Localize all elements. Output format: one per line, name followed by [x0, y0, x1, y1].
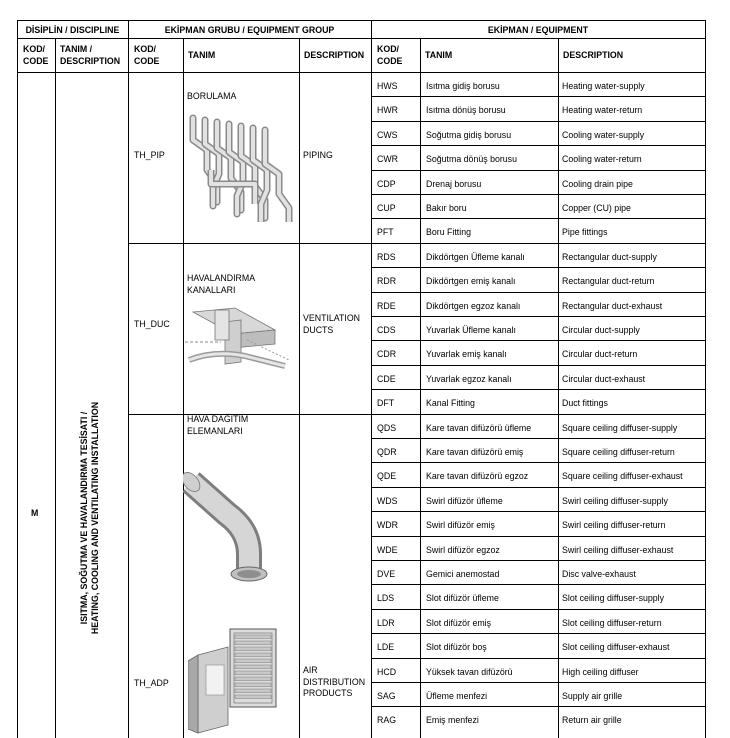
item-tanim: Isıtma dönüş borusu: [426, 105, 506, 116]
col-line: [299, 38, 300, 738]
item-description: Circular duct-exhaust: [562, 373, 646, 384]
item-code: CWR: [377, 154, 399, 165]
item-row-divider: [371, 96, 706, 97]
group-divider: [128, 243, 706, 244]
discipline-name-vertical: [79, 298, 105, 738]
item-code: RDE: [377, 300, 396, 311]
group-tanim: HAVALANDIRMA: [187, 273, 256, 283]
item-tanim: Kanal Fitting: [426, 398, 475, 409]
item-tanim: Swirl difüzör emiş: [426, 520, 495, 531]
item-row-divider: [371, 682, 706, 683]
item-code: DVE: [377, 569, 396, 579]
item-code: CWS: [377, 129, 398, 140]
group-tanim: ELEMANLARI: [187, 425, 243, 436]
item-code: WDS: [377, 495, 398, 506]
discipline-header: DİSİPLİN / DISCIPLINE: [25, 25, 120, 35]
item-tanim: Emiş menfezi: [426, 715, 479, 726]
item-description: Return air grille: [562, 715, 622, 726]
item-description: Duct fittings: [562, 398, 608, 409]
item-description: Circular duct-supply: [562, 325, 640, 335]
item-tanim: Slot difüzör emiş: [426, 617, 492, 628]
item-row-divider: [371, 609, 706, 610]
item-description: Swirl ceiling diffuser-exhaust: [562, 544, 674, 555]
col-line: [183, 38, 184, 738]
item-description: Square ceiling diffuser-return: [562, 447, 675, 457]
group-description: PIPING: [303, 150, 333, 160]
kod-label: KOD/: [377, 44, 399, 54]
group-tanim: KANALLARI: [187, 284, 236, 295]
group-tanim: BORULAMA: [187, 91, 237, 101]
item-row-divider: [371, 560, 706, 561]
discipline-name-tr: ISITMA, SOĞUTMA VE HAVALANDIRMA TESİSATI /: [78, 411, 89, 625]
item-tanim: Yüksek tavan difüzörü: [426, 666, 513, 677]
item-tanim: Swirl difüzör egzoz: [426, 544, 500, 555]
item-row-divider: [371, 365, 706, 366]
col-line: [128, 20, 129, 738]
item-description: Copper (CU) pipe: [562, 203, 631, 213]
col-line: [705, 20, 706, 738]
tanim-label: TANIM: [188, 50, 216, 60]
item-code: HCD: [377, 666, 397, 677]
item-code: QDR: [377, 447, 397, 457]
item-row-divider: [371, 340, 706, 341]
item-code: SAG: [377, 691, 396, 701]
item-description: Rectangular duct-supply: [562, 251, 657, 262]
item-code: RDS: [377, 251, 396, 262]
group-code: TH_DUC: [134, 319, 170, 329]
item-description: Heating water-supply: [562, 81, 645, 91]
item-row-divider: [371, 462, 706, 463]
item-tanim: Yuvarlak emiş kanalı: [426, 349, 507, 360]
item-row-divider: [371, 706, 706, 707]
item-tanim: Boru Fitting: [426, 227, 471, 238]
item-tanim: Kare tavan difüzörü üfleme: [426, 422, 532, 433]
item-code: WDR: [377, 520, 399, 531]
discipline-code: M: [31, 508, 39, 518]
item-tanim: Dikdörtgen emiş kanalı: [426, 276, 516, 287]
equipment-header: EKİPMAN / EQUIPMENT: [487, 25, 589, 35]
group-description: VENTILATION: [303, 313, 361, 323]
item-row-divider: [371, 511, 706, 512]
item-row-divider: [371, 438, 706, 439]
item-code: CDE: [377, 373, 396, 384]
item-description: Rectangular duct-exhaust: [562, 300, 663, 311]
item-tanim: Soğutma gidiş borusu: [426, 129, 512, 140]
item-code: LDS: [377, 593, 395, 604]
item-tanim: Yuvarlak Üfleme kanalı: [426, 325, 516, 335]
item-tanim: Dikdörtgen Üfleme kanalı: [426, 251, 525, 262]
item-code: RDR: [377, 276, 397, 287]
item-tanim: Drenaj borusu: [426, 178, 482, 189]
description-label: DESCRIPTION: [304, 50, 365, 60]
item-description: Rectangular duct-return: [562, 276, 655, 287]
item-code: CDR: [377, 349, 397, 360]
item-tanim: Slot difüzör boş: [426, 642, 487, 653]
group-description: DUCTS: [303, 324, 334, 335]
header-divider: [17, 38, 706, 39]
item-tanim: Üfleme menfezi: [426, 691, 488, 701]
code-label: CODE: [377, 56, 403, 66]
item-description: Heating water-return: [562, 105, 643, 116]
item-tanim: Bakır boru: [426, 203, 467, 213]
item-row-divider: [371, 121, 706, 122]
item-tanim: Gemici anemostad: [426, 569, 500, 579]
item-tanim: Soğutma dönüş borusu: [426, 154, 517, 165]
table-top-border: [17, 20, 706, 21]
item-tanim: Kare tavan difüzörü egzoz: [426, 471, 529, 482]
grille-illustration: [188, 625, 288, 735]
discipline-name-en: HEATING, COOLING AND VENTILATING INSTALLATION: [89, 401, 100, 635]
item-description: High ceiling diffuser: [562, 666, 639, 677]
kod-label: KOD/: [23, 44, 45, 54]
item-description: Slot ceiling diffuser-exhaust: [562, 642, 670, 653]
code-label: CODE: [134, 56, 160, 66]
group-description: DISTRIBUTION: [303, 676, 366, 687]
item-row-divider: [371, 633, 706, 634]
item-row-divider: [371, 536, 706, 537]
item-description: Slot ceiling diffuser-supply: [562, 593, 665, 604]
item-row-divider: [371, 292, 706, 293]
item-code: RAG: [377, 715, 397, 726]
item-description: Swirl ceiling diffuser-supply: [562, 495, 668, 506]
item-code: PFT: [377, 227, 394, 238]
subheader-divider: [17, 72, 706, 73]
item-row-divider: [371, 218, 706, 219]
description-label: DESCRIPTION: [60, 56, 121, 66]
item-description: Circular duct-return: [562, 349, 638, 360]
item-code: QDE: [377, 471, 397, 482]
group-code: TH_PIP: [134, 150, 165, 160]
item-description: Cooling drain pipe: [562, 178, 633, 189]
item-tanim: Dikdörtgen egzoz kanalı: [426, 300, 521, 311]
item-description: Cooling water-supply: [562, 129, 645, 140]
item-row-divider: [371, 584, 706, 585]
item-code: CUP: [377, 203, 396, 213]
item-description: Square ceiling diffuser-exhaust: [562, 471, 683, 482]
col-line: [17, 20, 18, 738]
item-description: Disc valve-exhaust: [562, 569, 636, 579]
item-code: QDS: [377, 422, 397, 433]
description-label: DESCRIPTION: [563, 50, 624, 60]
item-code: WDE: [377, 544, 398, 555]
tanim-label: TANIM /: [60, 44, 93, 54]
item-code: HWS: [377, 81, 398, 91]
code-label: CODE: [23, 56, 49, 66]
item-tanim: Isıtma gidiş borusu: [426, 81, 500, 91]
item-tanim: Swirl difüzör üfleme: [426, 495, 503, 506]
equipment-group-header: EKİPMAN GRUBU / EQUIPMENT GROUP: [164, 25, 335, 35]
item-row-divider: [371, 170, 706, 171]
item-code: LDR: [377, 617, 395, 628]
item-row-divider: [371, 316, 706, 317]
item-code: HWR: [377, 105, 399, 116]
col-line: [55, 38, 56, 738]
item-description: Slot ceiling diffuser-return: [562, 617, 662, 628]
item-row-divider: [371, 389, 706, 390]
group-description: AIR: [303, 665, 318, 675]
item-description: Supply air grille: [562, 691, 623, 701]
item-description: Cooling water-return: [562, 154, 642, 165]
elbow-pipe-illustration: [183, 470, 283, 590]
item-description: Pipe fittings: [562, 227, 608, 238]
item-row-divider: [371, 267, 706, 268]
duct-illustration: [185, 300, 295, 380]
item-row-divider: [371, 658, 706, 659]
item-tanim: Kare tavan difüzörü emiş: [426, 447, 524, 457]
item-code: LDE: [377, 642, 395, 653]
item-code: DFT: [377, 398, 395, 409]
col-line: [371, 20, 372, 738]
group-tanim: HAVA DAĞITIM: [187, 414, 249, 424]
item-description: Square ceiling diffuser-supply: [562, 422, 678, 433]
item-tanim: Yuvarlak egzoz kanalı: [426, 373, 512, 384]
item-row-divider: [371, 487, 706, 488]
group-description: PRODUCTS: [303, 688, 353, 698]
item-description: Swirl ceiling diffuser-return: [562, 520, 666, 531]
item-row-divider: [371, 194, 706, 195]
piping-illustration: [185, 112, 295, 222]
item-row-divider: [371, 145, 706, 146]
item-tanim: Slot difüzör üfleme: [426, 593, 499, 604]
item-code: CDS: [377, 325, 396, 335]
item-code: CDP: [377, 178, 396, 189]
group-code: TH_ADP: [134, 678, 169, 688]
kod-label: KOD/: [134, 44, 156, 54]
tanim-label: TANIM: [425, 50, 453, 60]
